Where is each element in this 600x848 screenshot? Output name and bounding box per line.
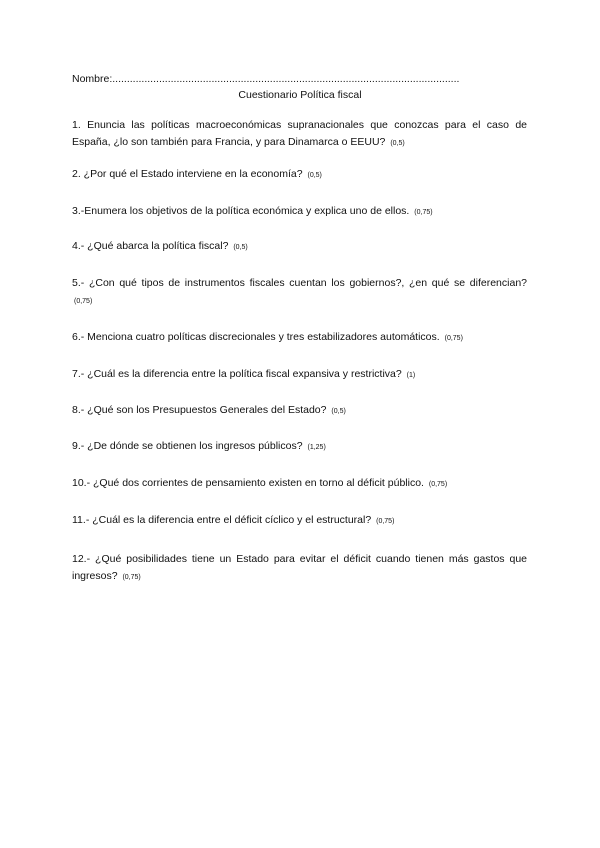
question-points: (0,75) bbox=[414, 209, 433, 216]
question-text: 9.- ¿De dónde se obtienen los ingresos públicos? bbox=[72, 440, 303, 452]
question-5 bbox=[72, 275, 527, 310]
question-1 bbox=[72, 117, 527, 152]
question-points: (0,5) bbox=[390, 140, 405, 147]
question-points: (0,75) bbox=[444, 335, 463, 342]
question-11 bbox=[72, 512, 527, 530]
question-text: 11.- ¿Cuál es la diferencia entre el déficit cíclico y el estructural? bbox=[72, 514, 372, 526]
question-points: (0,5) bbox=[331, 408, 346, 415]
question-text: 4.- ¿Qué abarca la política fiscal? bbox=[72, 240, 229, 252]
question-10 bbox=[72, 475, 527, 493]
question-12 bbox=[72, 551, 527, 586]
question-4 bbox=[72, 238, 527, 256]
question-points: (0,75) bbox=[74, 298, 93, 305]
question-text: 12.- ¿Qué posibilidades tiene un Estado para evitar el déficit cuando tienen más gastos que ingresos? bbox=[72, 553, 527, 582]
page-title: Cuestionario Política fiscal bbox=[238, 89, 362, 101]
question-text: 6.- Menciona cuatro políticas discrecionales y tres estabilizadores automáticos. bbox=[72, 331, 440, 343]
question-points: (0,75) bbox=[122, 574, 141, 581]
question-text: 1. Enuncia las políticas macroeconómicas supranacionales que conozcas para el caso de España, ¿lo son también para Francia, y para Dinamarca o EEUU? bbox=[72, 119, 527, 148]
question-text: 3.-Enumera los objetivos de la política económica y explica uno de ellos. bbox=[72, 205, 410, 217]
question-7 bbox=[72, 366, 527, 384]
question-points: (0,75) bbox=[376, 518, 395, 525]
question-9 bbox=[72, 438, 527, 456]
question-text: 5.- ¿Con qué tipos de instrumentos fiscales cuentan los gobiernos?, ¿en qué se diferencian? bbox=[72, 277, 527, 289]
question-text: 8.- ¿Qué son los Presupuestos Generales del Estado? bbox=[72, 404, 327, 416]
question-points: (0,5) bbox=[233, 244, 248, 251]
question-3 bbox=[72, 203, 527, 221]
question-text: 10.- ¿Qué dos corrientes de pensamiento existen en torno al déficit público. bbox=[72, 477, 424, 489]
name-field-line: Nombre:....................................................................................................................... bbox=[72, 73, 460, 85]
question-8 bbox=[72, 402, 527, 420]
question-points: (1) bbox=[406, 372, 416, 379]
question-6 bbox=[72, 329, 527, 347]
question-text: 7.- ¿Cuál es la diferencia entre la política fiscal expansiva y restrictiva? bbox=[72, 368, 402, 380]
question-text: 2. ¿Por qué el Estado interviene en la economía? bbox=[72, 168, 303, 180]
question-points: (0,75) bbox=[428, 481, 448, 488]
question-2 bbox=[72, 166, 527, 184]
question-points: (0,5) bbox=[307, 172, 322, 179]
question-points: (1,25) bbox=[307, 444, 326, 451]
